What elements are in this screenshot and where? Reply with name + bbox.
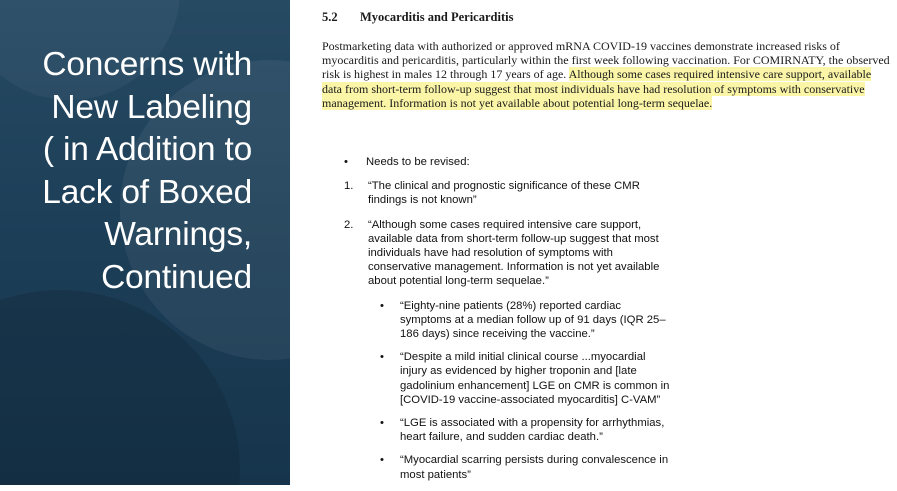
sub-bullet-item bbox=[380, 416, 674, 444]
slide-title-line: Warnings, bbox=[104, 216, 252, 253]
bullet-icon: • bbox=[380, 454, 384, 467]
bullet-icon: • bbox=[344, 156, 348, 168]
notes-list bbox=[344, 155, 674, 491]
sub-bullet-text: “Despite a mild initial clinical course ...myocardial injury as evidenced by higher troponin and [late gadolinium enhancement] LGE on CMR is common in [COVID-19 vaccine-associated myocarditis] C-VAM” bbox=[400, 351, 670, 406]
sub-bullet-text: “Eighty-nine patients (28%) reported cardiac symptoms at a median follow up of 91 days (IQR 25–186 days) since receiving the vaccine.” bbox=[400, 299, 666, 341]
title-panel bbox=[0, 0, 290, 485]
sub-bullet-item bbox=[380, 453, 674, 481]
numbered-item bbox=[344, 179, 674, 207]
highlighted-text: Although some cases required intensive care support, available data from short-term follow-up suggest that most individuals have had resolution of symptoms with conservative management. Information is not yet available about potential long-term sequelae. bbox=[322, 67, 872, 110]
slide-title-line: Concerns with bbox=[42, 46, 252, 83]
sub-bullet-list bbox=[380, 299, 674, 482]
label-excerpt bbox=[322, 10, 892, 110]
excerpt-paragraph bbox=[322, 39, 892, 110]
item-text: “Although some cases required intensive care support, available data from short-term follow-up suggest that most individuals have had resolution of symptoms with conservative management. Information is not yet available about potential long-term sequelae.” bbox=[368, 218, 660, 288]
slide-title-line: Continued bbox=[101, 258, 252, 296]
bullet-icon: • bbox=[380, 417, 384, 430]
item-number: 1. bbox=[344, 180, 354, 193]
slide-title bbox=[0, 44, 252, 299]
item-text: “The clinical and prognostic significance of these CMR findings is not known” bbox=[368, 180, 640, 207]
notes-heading bbox=[344, 155, 674, 169]
section-number: 5.2 bbox=[322, 10, 338, 24]
slide-title-line: Lack of Boxed bbox=[42, 173, 252, 211]
slide-title-line: New Labeling bbox=[51, 88, 252, 126]
sub-bullet-text: “Myocardial scarring persists during convalescence in most patients” bbox=[400, 454, 669, 481]
section-heading bbox=[322, 10, 892, 25]
item-number: 2. bbox=[344, 218, 354, 231]
sub-bullet-item bbox=[380, 299, 674, 342]
numbered-item bbox=[344, 218, 674, 289]
sub-bullet-item bbox=[380, 350, 674, 407]
bullet-icon: • bbox=[380, 351, 384, 364]
bullet-icon: • bbox=[380, 299, 384, 312]
slide-title-line: ( in Addition to bbox=[42, 131, 252, 168]
sub-bullet-text: “LGE is associated with a propensity for arrhythmias, heart failure, and sudden cardiac death.” bbox=[400, 417, 665, 444]
section-title: Myocarditis and Pericarditis bbox=[360, 10, 514, 24]
excerpt-text: Postmarketing data with authorized or approved mRNA COVID-19 vaccines demonstrate increased risks of myocarditis and pericarditis, particularly within the first week following vaccination. For COMIRNATY, the observed risk is highest in males 12 through 17 years of age. bbox=[322, 39, 890, 82]
notes-heading-text: Needs to be revised: bbox=[366, 156, 470, 168]
